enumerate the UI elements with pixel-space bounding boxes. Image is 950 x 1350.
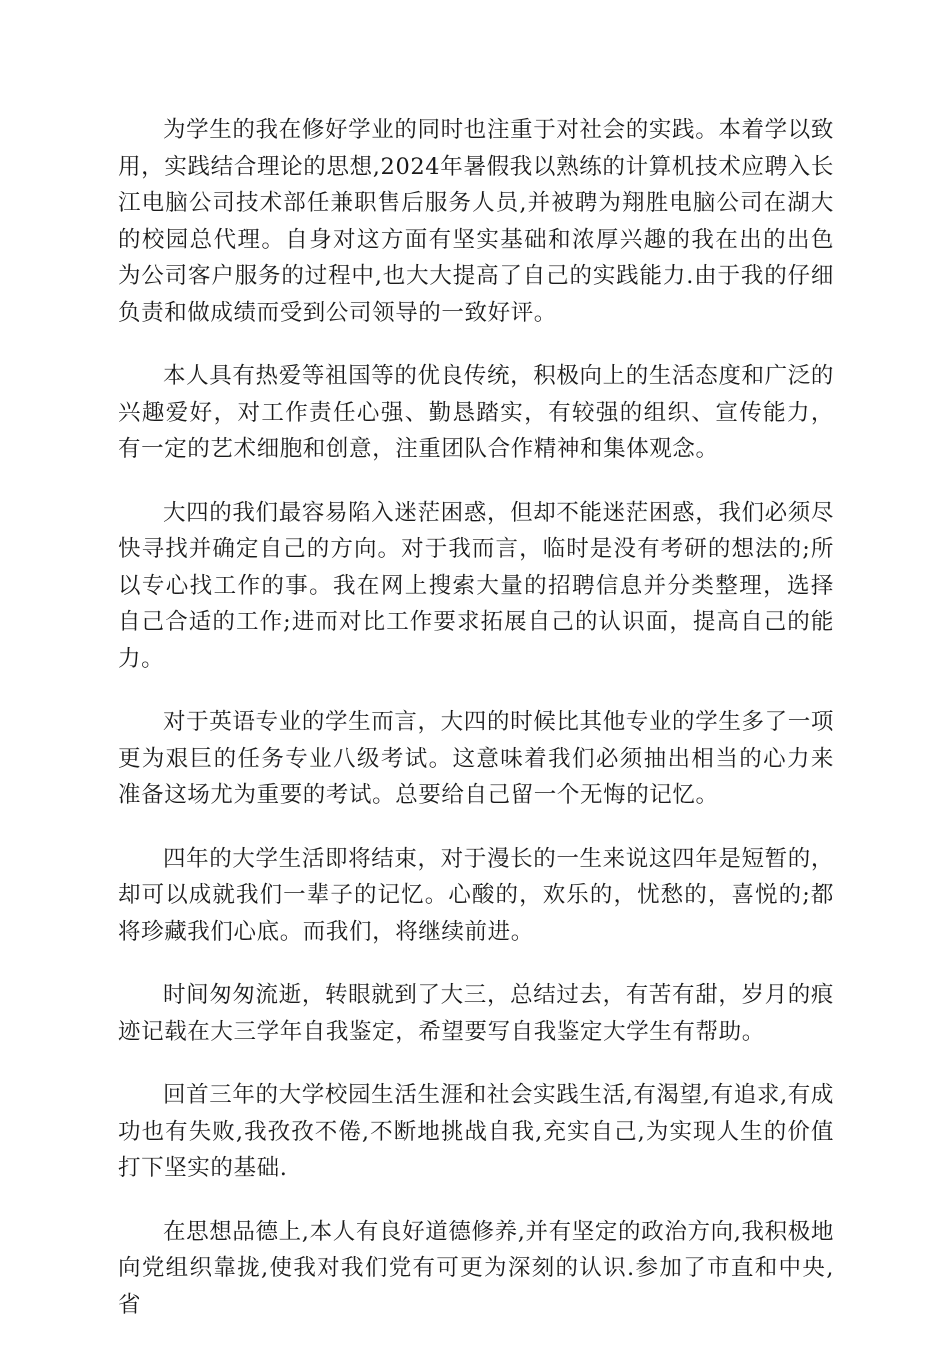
paragraph-3: 大四的我们最容易陷入迷茫困惑，但却不能迷茫困惑，我们必须尽快寻找并确定自己的方向。对于我而言，临时是没有考研的想法的;所以专心找工作的事。我在网上搜索大量的招聘信息并分类整理，选择自己合适的工作;进而对比工作要求拓展自己的认识面，提高自己的能力。: [118, 499, 834, 672]
paragraph-1: 为学生的我在修好学业的同时也注重于对社会的实践。本着学以致用，实践结合理论的思想,2024年暑假我以熟练的计算机技术应聘入长江电脑公司技术部任兼职售后服务人员,并被聘为翔胜电脑公司在湖大的校园总代理。自身对这方面有坚实基础和浓厚兴趣的我在出的出色为公司客户服务的过程中,也大大提高了自己的实践能力.由于我的仔细负责和做成绩而受到公司领导的一致好评。: [118, 117, 834, 326]
paragraph-4: 对于英语专业的学生而言，大四的时候比其他专业的学生多了一项更为艰巨的任务专业八级考试。这意味着我们必须抽出相当的心力来准备这场尤为重要的考试。总要给自己留一个无悔的记忆。: [118, 709, 834, 808]
paragraph-8: 在思想品德上,本人有良好道德修养,并有坚定的政治方向,我积极地向党组织靠拢,使我对我们党有可更为深刻的认识.参加了市直和中央,省: [118, 1218, 834, 1318]
paragraph-2: 本人具有热爱等祖国等的优良传统，积极向上的生活态度和广泛的兴趣爱好，对工作责任心强、勤恳踏实，有较强的组织、宣传能力，有一定的艺术细胞和创意，注重团队合作精神和集体观念。: [118, 363, 834, 462]
document-body: [118, 112, 834, 1350]
paragraph-5: 四年的大学生活即将结束，对于漫长的一生来说这四年是短暂的，却可以成就我们一辈子的记忆。心酸的，欢乐的，忧愁的，喜悦的;都将珍藏我们心底。而我们，将继续前进。: [118, 845, 834, 945]
paragraph-7: 回首三年的大学校园生活生涯和社会实践生活,有渴望,有追求,有成功也有失败,我孜孜不倦,不断地挑战自我,充实自己,为实现人生的价值打下坚实的基础.: [118, 1082, 834, 1181]
paragraph-6: 时间匆匆流逝，转眼就到了大三，总结过去，有苦有甜，岁月的痕迹记载在大三学年自我鉴定，希望要写自我鉴定大学生有帮助。: [118, 982, 834, 1045]
